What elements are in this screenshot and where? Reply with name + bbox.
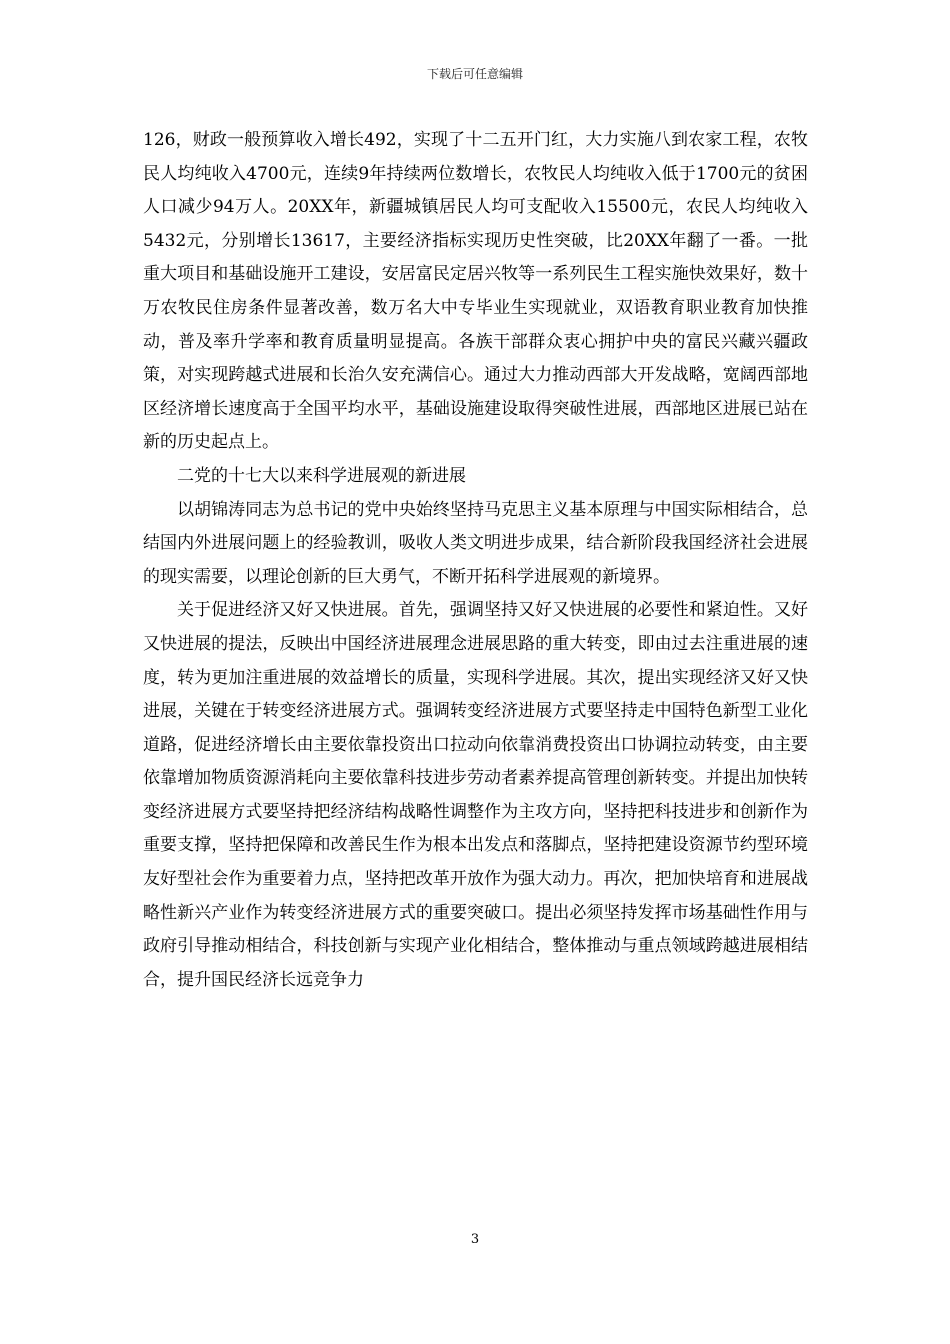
body-paragraph: 以胡锦涛同志为总书记的党中央始终坚持马克思主义基本原理与中国实际相结合，总结国内外进展问题上的经验教训，吸收人类文明进步成果，结合新阶段我国经济社会进展的现实需要，以理论创新的巨大勇气，不断开拓科学进展观的新境界。 [143,499,808,587]
page-header: 下载后可任意编辑 [426,67,523,81]
body-paragraph: 关于促进经济又好又快进展。首先，强调坚持又好又快进展的必要性和紧迫性。又好又快进展的提法，反映出中国经济进展理念进展思路的重大转变，即由过去注重进展的速度，转为更加注重进展的效益增长的质量，实现科学进展。其次，提出实现经济又好又快进展，关键在于转变经济进展方式。强调转变经济进展方式要坚持走中国特色新型工业化道路，促进经济增长由主要依靠投资出口拉动向依靠消费投资出口协调拉动转变，由主要依靠增加物质资源消耗向主要依靠科技进步劳动者素养提高管理创新转变。并提出加快转变经济进展方式要坚持把经济结构战略性调整作为主攻方向，坚持把科技进步和创新作为重要支撑，坚持把保障和改善民生作为根本出发点和落脚点，坚持把建设资源节约型环境友好型社会作为重要着力点，坚持把改革开放作为强大动力。再次，把加快培育和进展战略性新兴产业作为转变经济进展方式的重要突破口。提出必须坚持发挥市场基础性作用与政府引导推动相结合，科技创新与实现产业化相结合，整体推动与重点领域跨越进展相结合，提升国民经济长远竞争力 [143,600,808,990]
body-paragraph-continued: 126，财政一般预算收入增长492，实现了十二五开门红，大力实施八到农家工程，农牧民人均纯收入4700元，连续9年持续两位数增长，农牧民人均纯收入低于1700元的贫困人口减少94万人。20XX年，新疆城镇居民人均可支配收入15500元，农民人均纯收入5432元，分别增长13617，主要经济指标实现历史性突破，比20XX年翻了一番。一批重大项目和基础设施开工建设，安居富民定居兴牧等一系列民生工程实施快效果好，数十万农牧民住房条件显著改善，数万名大中专毕业生实现就业，双语教育职业教育加快推动，普及率升学率和教育质量明显提高。各族干部群众衷心拥护中央的富民兴藏兴疆政策，对实现跨越式进展和长治久安充满信心。通过大力推动西部大开发战略，宽阔西部地区经济增长速度高于全国平均水平，基础设施建设取得突破性进展，西部地区进展已站在新的历史起点上。 [143,130,808,453]
page-number: 3 [470,1232,480,1247]
document-body [143,124,808,997]
section-heading: 二党的十七大以来科学进展观的新进展 [177,465,466,486]
